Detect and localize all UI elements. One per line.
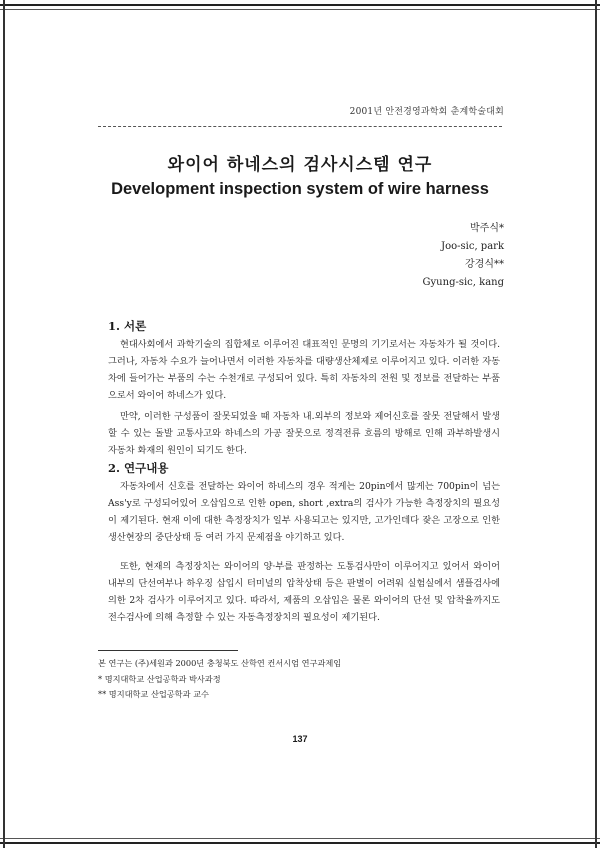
section-1-paragraph-2: 만약, 이러한 구성품이 잘못되었을 때 자동차 내.외부의 정보와 제어신호를 잘못 전달해서 발생할 수 있는 돌발 교통사고와 하네스의 가공 잘못으로 정격전류 흐름의 방해로 인해 과부하발생시 자동차 화재의 원인이 되기도 한다. bbox=[108, 411, 500, 456]
header-divider bbox=[98, 126, 502, 127]
page-number: 137 bbox=[292, 734, 308, 744]
section-2-heading: 2. 연구내용 bbox=[108, 461, 169, 475]
section-2-paragraph-1: 자동차에서 신호를 전달하는 와이어 하네스의 경우 적게는 20pin에서 많게는 700pin이 넘는 Ass'y로 구성되어있어 오삽입으로 인한 open, short ,extra의 검사가 가능한 측정장치의 필요성이 제기된다. 현재 이에 대한 측정장치가 일부 사용되고는 있지만, 고가인데다 잦은 고장으로 인한 생산현장의 중단상태 등 여러 가지 문제점을 야기하고 있다. bbox=[108, 481, 500, 543]
running-header: 2001년 안전경영과학회 춘계학술대회 bbox=[349, 107, 504, 117]
author-block bbox=[423, 220, 504, 292]
footnote-funding: 본 연구는 (주)세원과 2000년 충청북도 산학연 컨서시엄 연구과제임 bbox=[98, 658, 342, 668]
footnotes bbox=[98, 656, 341, 703]
paper-title-korean: 와이어 하네스의 검사시스템 연구 bbox=[167, 155, 433, 175]
author-1-name-english: Joo-sic, park bbox=[441, 241, 504, 252]
section-2-paragraph-2: 또한, 현재의 측정장치는 와이어의 양·부를 판정하는 도통검사만이 이루어지고 있어서 와이어 내부의 단선여부나 하우징 삽입시 터미널의 압착상태 등은 판별이 어려워 실험실에서 샘플검사에의한 2차 검사가 이루어지고 있다. 따라서, 제품의 오삽입은 물론 와이어의 단선 및 압착율까지도 전수검사에 의해 측정할 수 있는 자동측정장치의 필요성이 제기된다. bbox=[108, 561, 500, 623]
footnote-author-1: * 명지대학교 산업공학과 박사과정 bbox=[98, 673, 221, 684]
section-1-heading: 1. 서론 bbox=[108, 319, 147, 333]
scan-edge-right bbox=[595, 0, 597, 848]
author-2-name-korean: 강경식** bbox=[465, 259, 504, 270]
scan-edge-bottom bbox=[0, 838, 600, 844]
paper-title-english: Development inspection system of wire harness bbox=[111, 180, 489, 198]
footnote-divider bbox=[98, 650, 238, 651]
scan-edge-top bbox=[0, 4, 600, 10]
section-1-paragraph-1: 현대사회에서 과학기술의 집합체로 이루어진 대표적인 문명의 기기로서는 자동차가 될 것이다. 그러나, 자동차 수요가 늘어나면서 이러한 자동차를 대량생산체제로 이루어지고 있다. 이러한 자동차에 들어가는 부품의 수는 수천개로 구성되어 있다. 특히 자동차의 전원 및 정보를 전달하는 부품으로서 와이어 하네스가 있다. bbox=[108, 339, 500, 401]
footnote-author-2: ** 명지대학교 산업공학과 교수 bbox=[98, 689, 209, 699]
author-2-name-english: Gyung-sic, kang bbox=[422, 277, 504, 288]
author-1-name-korean: 박주식* bbox=[470, 223, 504, 234]
scan-edge-left bbox=[3, 0, 5, 848]
